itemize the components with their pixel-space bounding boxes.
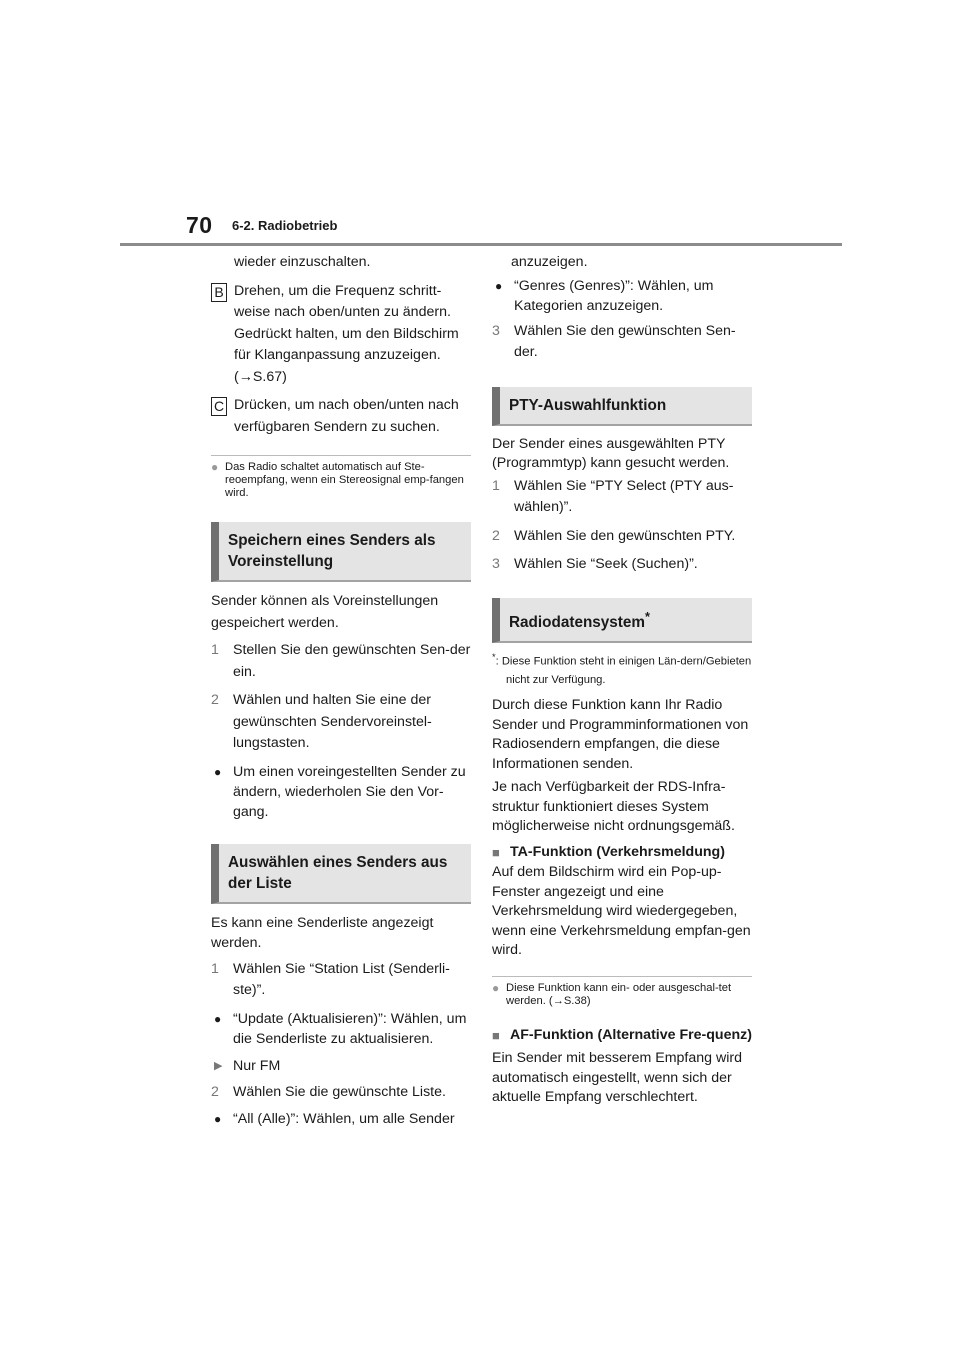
section-title: 6-2. Radiobetrieb xyxy=(232,218,338,233)
bullet-icon: ● xyxy=(495,278,503,293)
bullet-text: Um einen voreingestellten Sender zu ändern, wiederholen Sie den Vor-gang. xyxy=(233,763,466,820)
header-rule xyxy=(120,243,842,246)
list-step-2 xyxy=(211,1082,471,1104)
note-stereo xyxy=(211,455,471,500)
square-bullet-icon: ■ xyxy=(492,1027,500,1043)
label-b-icon: B xyxy=(211,283,227,302)
item-c xyxy=(211,395,471,438)
preset-bullet xyxy=(211,762,471,822)
rds-paragraph-1: Durch diese Funktion kann Ihr Radio Sender und Programminformationen von Radiosendern empfangen, die diese Informationen senden. xyxy=(492,697,749,772)
step-number: 3 xyxy=(492,556,500,572)
preset-intro: Sender können als Voreinstellungen gespeichert werden. xyxy=(211,593,439,631)
step-text: Wählen Sie den gewünschten Sen-der. xyxy=(514,322,736,360)
step-number: 1 xyxy=(211,960,219,977)
step-number: 2 xyxy=(492,527,500,544)
item-b-text2: Gedrückt halten, um den Bildschirm für Klanganpassung anzuzeigen. xyxy=(234,325,459,363)
step-number: 1 xyxy=(492,477,500,494)
preset-step-2 xyxy=(211,690,471,755)
footnote-mark: * xyxy=(492,651,496,662)
list-step-1 xyxy=(211,959,471,1002)
heading-list: Auswählen eines Senders aus der Liste xyxy=(211,844,471,904)
item-b-text1: Drehen, um die Frequenz schritt-weise nach oben/unten zu ändern. xyxy=(234,282,451,320)
genres-bullet xyxy=(492,276,752,316)
step-text: Wählen und halten Sie eine der gewünschten Sendervoreinstel-lungstasten. xyxy=(233,692,432,751)
continued-text: anzuzeigen. xyxy=(511,254,588,270)
ta-text: Auf dem Bildschirm wird ein Pop-up-Fenster angezeigt und eine Verkehrsmeldung wird wiedergegeben, wenn eine Verkehrsmeldung empfan-gen wird. xyxy=(492,864,751,959)
bullet-text: “Genres (Genres)”: Wählen, um Kategorien anzuzeigen. xyxy=(514,277,714,314)
note-toggle-text: Diese Funktion kann ein- oder ausgeschal-tet werden. (→S.38) xyxy=(506,981,732,1007)
label-c-icon: C xyxy=(211,397,227,416)
step-number: 2 xyxy=(211,692,219,708)
step-text: Wählen Sie den gewünschten PTY. xyxy=(514,527,736,544)
step-text: Stellen Sie den gewünschten Sen-der ein. xyxy=(233,642,471,680)
pty-intro: Der Sender eines ausgewählten PTY (Programmtyp) kann gesucht werden. xyxy=(492,435,730,471)
square-bullet-icon: ■ xyxy=(492,844,500,860)
step-text: Wählen Sie “PTY Select (PTY aus-wählen)”. xyxy=(514,477,734,515)
note-bullet-icon: ● xyxy=(492,980,500,995)
list-intro: Es kann eine Senderliste angezeigt werden. xyxy=(211,914,434,951)
pty-step-3 xyxy=(492,554,752,576)
page-number: 70 xyxy=(186,212,213,238)
footnote xyxy=(492,648,752,691)
heading-rds-text: Radiodatensystem xyxy=(509,613,646,631)
bullet-icon: ● xyxy=(214,764,222,779)
step-number: 3 xyxy=(492,322,500,339)
note-toggle xyxy=(492,976,752,1008)
rds-paragraph-2: Je nach Verfügbarkeit der RDS-Infra-struktur funktioniert dieses System möglicherweise nicht ordnungsgemäß. xyxy=(492,779,735,835)
step-text: Wählen Sie die gewünschte Liste. xyxy=(233,1084,446,1100)
af-title-text: AF-Funktion (Alternative Fre-quenz) xyxy=(510,1026,752,1043)
note-bullet-icon: ● xyxy=(211,460,219,474)
bullet-text: “All (Alle)”: Wählen, um alle Sender xyxy=(233,1110,455,1127)
item-b xyxy=(211,281,471,389)
step-text: Wählen Sie “Station List (Senderli-ste)”. xyxy=(233,960,450,998)
item-b-ref: (→S.67) xyxy=(234,368,287,385)
ta-title xyxy=(492,842,752,864)
note-stereo-text: Das Radio schaltet automatisch auf Ste-reoempfang, wenn ein Stereosignal emp-fangen wird. xyxy=(225,461,464,499)
step-text: Wählen Sie “Seek (Suchen)”. xyxy=(514,556,698,572)
af-title xyxy=(492,1025,752,1047)
item-c-text: Drücken, um nach oben/unten nach verfügbaren Sendern zu suchen. xyxy=(234,397,459,435)
list-bullet-update xyxy=(211,1009,471,1049)
pty-step-2 xyxy=(492,526,752,548)
bullet-icon: ● xyxy=(214,1011,222,1026)
bullet-icon: ● xyxy=(214,1111,222,1126)
af-text: Ein Sender mit besserem Empfang wird automatisch eingestellt, wenn sich der aktuelle Empfang verschlechtert. xyxy=(492,1050,742,1106)
preset-step-1 xyxy=(211,640,471,683)
step-number: 1 xyxy=(211,642,219,658)
heading-pty: PTY-Auswahlfunktion xyxy=(492,387,752,426)
list-step-3 xyxy=(492,321,752,364)
triangle-icon: ▶ xyxy=(214,1059,223,1072)
step-number: 2 xyxy=(211,1084,219,1100)
heading-rds xyxy=(492,598,752,643)
heading-rds-mark: * xyxy=(645,608,650,624)
right-column xyxy=(492,252,752,1108)
heading-preset: Speichern eines Senders als Voreinstellung xyxy=(211,522,471,582)
ta-title-text: TA-Funktion (Verkehrsmeldung) xyxy=(510,843,725,860)
list-bullet-all xyxy=(211,1109,471,1131)
fm-only-text: Nur FM xyxy=(233,1057,281,1074)
continued-text: wieder einzuschalten. xyxy=(234,254,371,270)
footnote-text: : Diese Funktion steht in einigen Län-dern/Gebieten nicht zur Verfügung. xyxy=(495,655,752,687)
pty-step-1 xyxy=(492,476,752,519)
list-fm-only xyxy=(211,1056,471,1078)
left-column xyxy=(211,252,471,1130)
bullet-text: “Update (Aktualisieren)”: Wählen, um die Senderliste zu aktualisieren. xyxy=(233,1010,467,1047)
